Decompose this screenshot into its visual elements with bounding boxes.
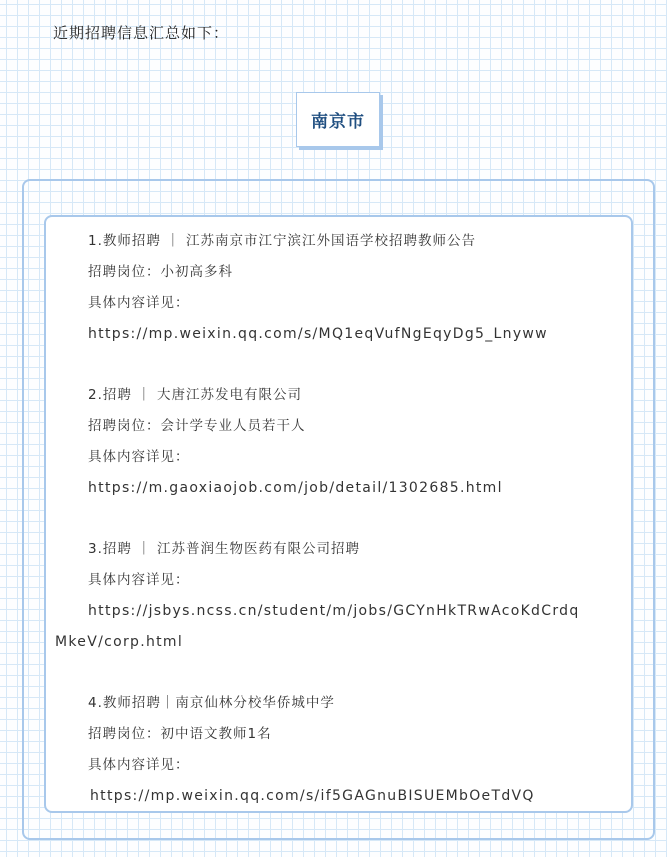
job-4-position: 招聘岗位：初中语文教师1名 xyxy=(88,726,272,742)
job-2-link[interactable]: https://m.gaoxiaojob.com/job/detail/1302685.html xyxy=(88,480,503,496)
job-3-link-line2[interactable]: MkeV/corp.html xyxy=(55,634,184,650)
job-2-position: 招聘岗位：会计学专业人员若干人 xyxy=(88,418,306,434)
job-2-detail-label: 具体内容详见： xyxy=(88,449,190,465)
job-1-detail-label: 具体内容详见： xyxy=(88,295,190,311)
intro-text: 近期招聘信息汇总如下： xyxy=(53,24,230,42)
job-1-position: 招聘岗位：小初高多科 xyxy=(88,264,233,280)
job-3-link-line1[interactable]: https://jsbys.ncss.cn/student/m/jobs/GCYnHkTRwAcoKdCrdq xyxy=(88,603,580,619)
city-heading: 南京市 xyxy=(296,92,380,147)
job-2-title: 2.招聘 ｜ 大唐江苏发电有限公司 xyxy=(88,387,302,403)
job-4-link[interactable]: https://mp.weixin.qq.com/s/if5GAGnuBISUEMbOeTdVQ xyxy=(90,788,535,804)
job-1-link[interactable]: https://mp.weixin.qq.com/s/MQ1eqVufNgEqyDg5_Lnyww xyxy=(88,326,548,342)
job-4-title: 4.教师招聘｜南京仙林分校华侨城中学 xyxy=(88,695,335,711)
job-3-title: 3.招聘 ｜ 江苏普润生物医药有限公司招聘 xyxy=(88,541,360,557)
job-4-detail-label: 具体内容详见： xyxy=(88,757,190,773)
job-3-detail-label: 具体内容详见： xyxy=(88,572,190,588)
job-1-title: 1.教师招聘 ｜ 江苏南京市江宁滨江外国语学校招聘教师公告 xyxy=(88,233,476,249)
